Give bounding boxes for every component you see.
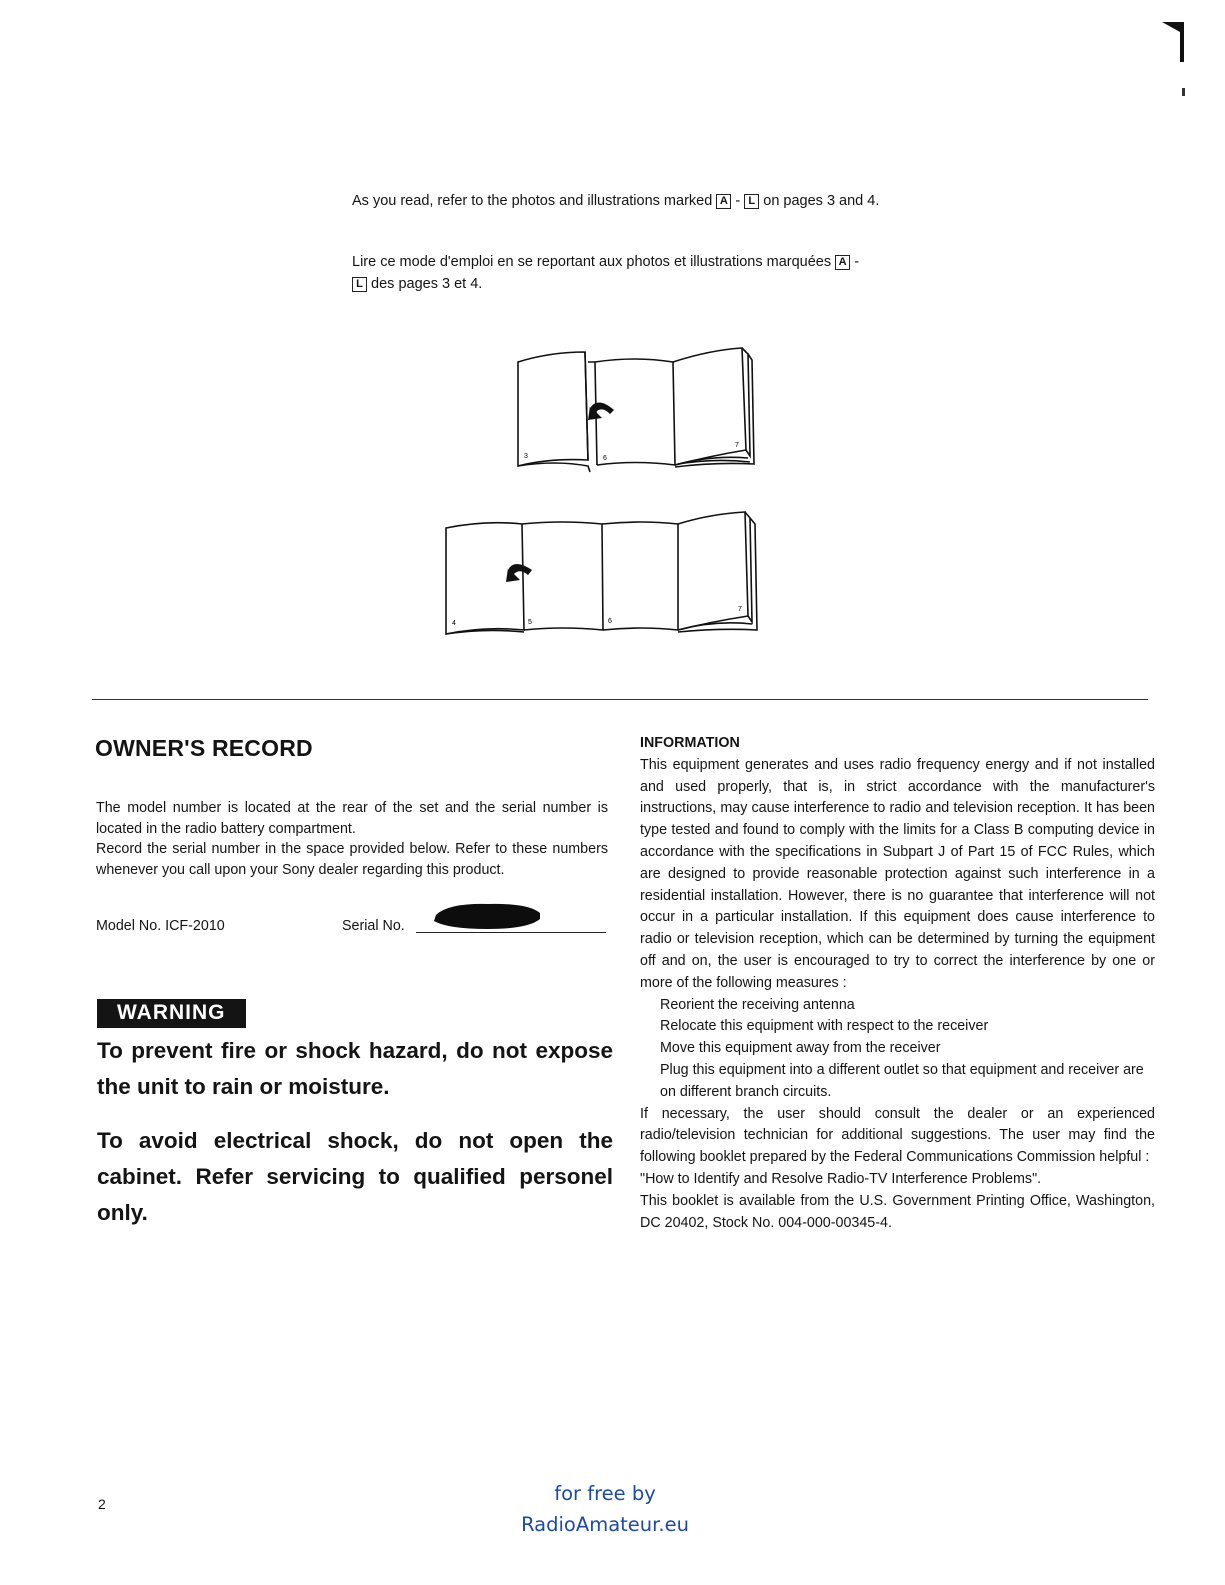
book2-page-label: 5 (528, 619, 532, 626)
warning-line-1: To prevent fire or shock hazard, do not expose the unit to rain or moisture. (97, 1038, 613, 1099)
information-body: This equipment generates and uses radio frequency energy and if not installed and used properly, that is, in strict accordance with the manufacturer's instructions, may cause interference to radio and television reception. It has been type tested and found to comply with the limits for a Class B computing device in accordance with the specifications in Subpart J of Part 15 of FCC Rules, which are designed to provide reasonable protection against such interference in a residential installation. However, there is no guarantee that interference will not occur in a particular installation. If this equipment does cause interference to radio or television reception, which can be determined by turning the equipment off and on, the user is encouraged to try to correct the interference by one or more of the following measures : (640, 756, 1155, 991)
owners-record-body (96, 798, 608, 880)
book-illustration-2 (440, 508, 770, 640)
measures-list (640, 995, 1155, 1104)
mark-a: A (716, 194, 731, 209)
list-item: Move this equipment away from the receiver (660, 1040, 941, 1057)
intro-fr-text: Lire ce mode d'emploi en se reportant aux photos et illustrations marquées (352, 254, 832, 270)
book1-page-label: 6 (603, 455, 607, 462)
footer-line-1[interactable]: for free by (554, 1482, 656, 1505)
warning-text-2 (97, 1123, 613, 1231)
information-title: INFORMATION (640, 735, 740, 751)
intro-en-tail: on pages 3 and 4. (763, 193, 880, 209)
corner-mark-icon (1160, 18, 1190, 98)
information-after: If necessary, the user should consult the dealer or an experienced radio/television technician for additional suggestions. The user may find the following booklet prepared by the Federal Communications Commission helpful : (640, 1105, 1155, 1166)
book1-page-label: 7 (735, 442, 739, 449)
intro-french (352, 251, 872, 295)
intro-en-text: As you read, refer to the photos and illustrations marked (352, 193, 713, 209)
mark-l: L (744, 194, 759, 209)
list-item: Plug this equipment into a different outlet so that equipment and receiver are on different branch circuits. (660, 1061, 1144, 1100)
footer-site-link[interactable]: RadioAmateur.eu (521, 1513, 689, 1536)
booklet-title: "How to Identify and Resolve Radio-TV Interference Problems". (640, 1170, 1042, 1187)
list-item: Reorient the receiving antenna (660, 996, 855, 1013)
book1-page-label: 3 (524, 453, 528, 460)
owners-record-title: OWNER'S RECORD (95, 735, 313, 761)
serial-label: Serial No. (342, 918, 405, 934)
page-number: 2 (98, 1496, 106, 1512)
owners-record-para1: The model number is located at the rear of the set and the serial number is located in the radio battery compartment. (96, 800, 608, 837)
intro-english (352, 190, 912, 212)
serial-field-line (416, 932, 606, 933)
warning-text-1 (97, 1033, 613, 1105)
booklet-availability: This booklet is available from the U.S. Government Printing Office, Washington, DC 20402, Stock No. 004-000-00345-4. (640, 1192, 1155, 1231)
book-illustration-1 (510, 340, 770, 475)
mark-a-fr: A (835, 255, 850, 270)
section-divider (92, 699, 1148, 700)
book2-page-label: 6 (608, 618, 612, 625)
list-item: Relocate this equipment with respect to the receiver (660, 1018, 989, 1035)
intro-fr-tail: des pages 3 et 4. (371, 276, 483, 292)
serial-redaction (428, 901, 543, 931)
mark-dash: - (735, 193, 741, 209)
warning-badge: WARNING (97, 999, 246, 1028)
warning-line-2: To avoid electrical shock, do not open the cabinet. Refer servicing to qualified personel only. (97, 1128, 613, 1225)
owners-record-para2: Record the serial number in the space provided below. Refer to these numbers whenever you call upon your Sony dealer regarding this product. (96, 841, 608, 878)
book2-page-label: 4 (452, 620, 456, 627)
mark-l-fr: L (352, 277, 367, 292)
information-section (640, 733, 1155, 1234)
model-number: Model No. ICF-2010 (96, 918, 225, 934)
book2-page-label: 7 (738, 606, 742, 613)
mark-dash-fr: - (854, 254, 860, 270)
